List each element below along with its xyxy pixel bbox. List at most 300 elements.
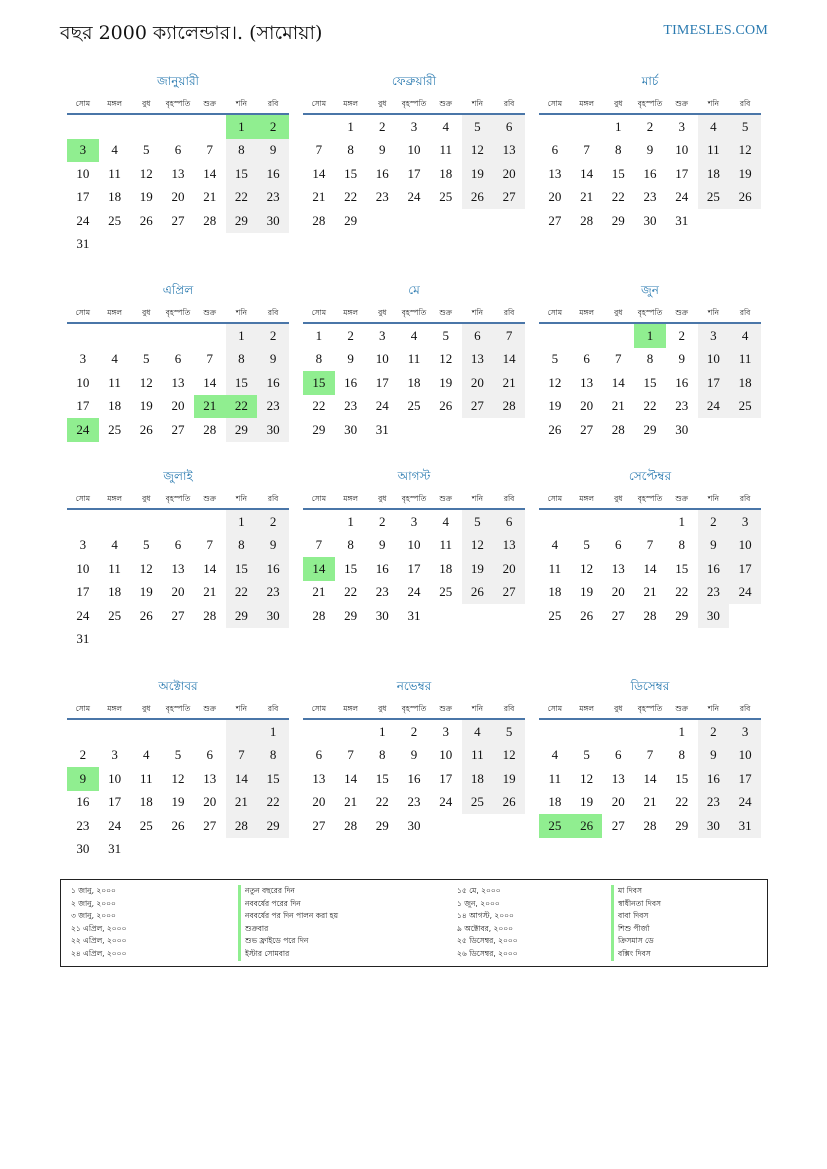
day-cell: 7: [347, 747, 354, 763]
day-cell: 2: [257, 115, 289, 139]
day-cell: 10: [698, 348, 730, 372]
day-cell: 23: [375, 189, 389, 205]
weekday-label: রবি: [267, 704, 279, 713]
weekday-label: বৃহস্পতি: [401, 494, 427, 503]
empty-day-cell: [602, 720, 634, 744]
day-cell: 17: [675, 165, 689, 181]
day-cell: 7: [206, 537, 213, 553]
day-cell: 6: [583, 351, 590, 367]
day-cell: 2: [379, 513, 386, 529]
day-cell: 18: [407, 374, 421, 390]
weekday-label: শনি: [707, 494, 719, 503]
day-cell: 24: [108, 817, 122, 833]
month-calendar: [303, 467, 525, 628]
holiday-list: [60, 879, 768, 967]
day-cell: 22: [257, 791, 289, 815]
weekday-label: মঙ্গল: [107, 704, 122, 713]
holiday-name: শুক্রবার: [238, 923, 338, 936]
day-cell: 15: [375, 770, 389, 786]
day-cell: 29: [312, 421, 326, 437]
holiday-date: ১৫ মে, ২০০০: [457, 886, 501, 895]
day-cell: 30: [407, 817, 421, 833]
day-cell: 6: [206, 747, 213, 763]
day-cell: 3: [410, 118, 418, 134]
day-cell: 8: [678, 537, 685, 553]
day-cell: 27: [462, 395, 494, 419]
day-cell: 28: [203, 607, 217, 623]
day-cell: 9: [678, 351, 685, 367]
holiday-name: নববর্ষের পর দিন পালন করা হয়: [238, 910, 338, 923]
day-cell: 25: [108, 212, 122, 228]
day-cell: 11: [439, 142, 452, 158]
holiday-name: বক্সিং দিবস: [611, 948, 661, 961]
day-cell: 19: [139, 584, 153, 600]
day-cell: 17: [76, 189, 90, 205]
day-cell: 22: [611, 189, 625, 205]
day-cell: 27: [611, 817, 625, 833]
weekday-label: শনি: [707, 704, 719, 713]
day-cell: 3: [67, 139, 99, 163]
day-cell: 10: [729, 744, 761, 768]
day-cell: 4: [462, 720, 494, 744]
day-cell: 26: [139, 421, 153, 437]
day-cell: 25: [462, 791, 494, 815]
day-cell: 28: [312, 212, 326, 228]
empty-day-cell: [430, 814, 462, 838]
day-cell: 10: [407, 537, 421, 553]
weekday-label: বৃহস্পতি: [637, 308, 663, 317]
empty-day-cell: [539, 720, 571, 744]
day-cell: 11: [698, 139, 730, 163]
day-cell: 15: [611, 165, 625, 181]
day-cell: 12: [462, 139, 494, 163]
weekday-label: রবি: [503, 99, 515, 108]
day-cell: 20: [548, 189, 562, 205]
day-cell: 18: [108, 189, 122, 205]
day-cell: 29: [226, 418, 258, 442]
day-cell: 14: [344, 770, 358, 786]
day-cell: 31: [108, 841, 122, 857]
day-cell: 30: [675, 421, 689, 437]
empty-day-cell: [539, 510, 571, 534]
day-cell: 13: [171, 374, 185, 390]
day-cell: 22: [643, 398, 657, 414]
month-calendar: [539, 467, 761, 628]
days-grid: [303, 720, 525, 838]
holiday-dates-right: [457, 885, 518, 961]
day-cell: 20: [171, 584, 185, 600]
weekday-label: সোম: [547, 99, 563, 108]
empty-day-cell: [303, 720, 335, 744]
day-cell: 21: [203, 189, 217, 205]
empty-day-cell: [729, 209, 761, 233]
day-cell: 14: [303, 557, 335, 581]
day-cell: 28: [312, 607, 326, 623]
day-cell: 31: [407, 607, 421, 623]
day-cell: 29: [344, 607, 358, 623]
day-cell: 9: [379, 142, 386, 158]
day-cell: 5: [174, 747, 182, 763]
day-cell: 2: [698, 510, 730, 534]
day-cell: 24: [439, 794, 453, 810]
weekday-label: শনি: [235, 494, 247, 503]
day-cell: 11: [108, 165, 121, 181]
empty-day-cell: [493, 418, 525, 442]
weekday-header: [303, 490, 525, 510]
day-cell: 24: [729, 791, 761, 815]
holiday-date: ১ জুন, ২০০০: [457, 898, 500, 908]
day-cell: 26: [139, 212, 153, 228]
weekday-label: বুধ: [142, 99, 151, 108]
day-cell: 13: [580, 374, 594, 390]
holiday-name: মা দিবস: [611, 885, 661, 898]
weekday-label: বৃহস্পতি: [165, 704, 191, 713]
day-cell: 5: [143, 142, 150, 158]
day-cell: 7: [315, 142, 323, 158]
day-cell: 29: [643, 421, 657, 437]
days-grid: [539, 324, 761, 442]
weekday-label: সোম: [547, 308, 563, 317]
weekday-label: সোম: [311, 704, 327, 713]
days-grid: [67, 720, 289, 861]
month-title: ডিসেম্বর: [630, 679, 670, 693]
day-cell: 6: [551, 142, 559, 158]
day-cell: 2: [678, 327, 685, 343]
day-cell: 15: [226, 162, 258, 186]
day-cell: 4: [111, 351, 118, 367]
day-cell: 13: [611, 770, 625, 786]
day-cell: 28: [611, 421, 625, 437]
day-cell: 19: [139, 398, 153, 414]
holiday-dates-left: [71, 885, 126, 961]
day-cell: 26: [580, 607, 594, 623]
day-cell: 21: [643, 794, 657, 810]
day-cell: 23: [344, 398, 358, 414]
day-cell: 20: [462, 371, 494, 395]
day-cell: 17: [729, 767, 761, 791]
weekday-header: [539, 95, 761, 115]
weekday-label: বৃহস্পতি: [165, 494, 191, 503]
empty-day-cell: [67, 324, 99, 348]
day-cell: 15: [675, 770, 689, 786]
day-cell: 19: [580, 794, 594, 810]
day-cell: 28: [203, 212, 217, 228]
holiday-name: শুভ ফ্রাইডে পরে দিন: [238, 935, 338, 948]
day-cell: 25: [139, 817, 153, 833]
day-cell: 14: [203, 374, 217, 390]
day-cell: 15: [257, 767, 289, 791]
day-cell: 30: [257, 604, 289, 628]
weekday-label: শনি: [471, 704, 483, 713]
day-cell: 13: [462, 348, 494, 372]
day-cell: 8: [315, 351, 323, 367]
day-cell: 14: [611, 374, 625, 390]
empty-day-cell: [226, 628, 258, 652]
month-title: জুন: [641, 283, 659, 297]
day-cell: 8: [678, 747, 685, 763]
day-cell: 16: [375, 560, 389, 576]
empty-day-cell: [462, 418, 494, 442]
day-cell: 16: [375, 165, 389, 181]
day-cell: 25: [108, 421, 122, 437]
day-cell: 6: [174, 537, 182, 553]
day-cell: 24: [76, 212, 90, 228]
day-cell: 16: [76, 794, 90, 810]
weekday-label: বৃহস্পতি: [165, 308, 191, 317]
day-cell: 3: [379, 327, 386, 343]
day-cell: 9: [698, 534, 730, 558]
day-cell: 17: [407, 165, 421, 181]
day-cell: 2: [257, 510, 289, 534]
empty-day-cell: [99, 115, 131, 139]
day-cell: 3: [79, 537, 87, 553]
empty-day-cell: [194, 115, 226, 139]
empty-day-cell: [257, 628, 289, 652]
day-cell: 28: [226, 814, 258, 838]
day-cell: 1: [315, 327, 323, 343]
empty-day-cell: [226, 233, 258, 257]
weekday-header: [67, 490, 289, 510]
empty-day-cell: [430, 209, 462, 233]
day-cell: 31: [729, 814, 761, 838]
day-cell: 16: [257, 162, 289, 186]
empty-day-cell: [257, 233, 289, 257]
day-cell: 22: [226, 186, 258, 210]
day-cell: 1: [634, 324, 666, 348]
month-calendar: [67, 281, 289, 442]
day-cell: 21: [493, 371, 525, 395]
day-cell: 12: [580, 770, 594, 786]
weekday-label: সোম: [75, 308, 91, 317]
empty-day-cell: [729, 604, 761, 628]
day-cell: 11: [729, 348, 761, 372]
site-link[interactable]: TIMESLES.COM: [663, 23, 768, 38]
empty-day-cell: [571, 510, 603, 534]
empty-day-cell: [493, 209, 525, 233]
weekday-header: [539, 304, 761, 324]
weekday-label: রবি: [503, 494, 515, 503]
day-cell: 1: [226, 115, 258, 139]
weekday-label: বৃহস্পতি: [637, 704, 663, 713]
weekday-header: [539, 700, 761, 720]
day-cell: 23: [257, 395, 289, 419]
empty-day-cell: [162, 720, 194, 744]
day-cell: 15: [344, 560, 358, 576]
day-cell: 22: [312, 398, 326, 414]
day-cell: 8: [257, 744, 289, 768]
day-cell: 23: [375, 584, 389, 600]
day-cell: 16: [407, 770, 421, 786]
day-cell: 21: [194, 395, 226, 419]
day-cell: 5: [583, 747, 590, 763]
day-cell: 30: [76, 841, 90, 857]
day-cell: 4: [143, 747, 150, 763]
days-grid: [303, 324, 525, 442]
empty-day-cell: [571, 720, 603, 744]
weekday-label: সোম: [75, 704, 91, 713]
day-cell: 17: [76, 398, 90, 414]
day-cell: 27: [611, 607, 625, 623]
day-cell: 10: [375, 351, 389, 367]
day-cell: 30: [698, 604, 730, 628]
day-cell: 17: [698, 371, 730, 395]
day-cell: 31: [76, 631, 90, 647]
day-cell: 24: [407, 584, 421, 600]
empty-day-cell: [194, 720, 226, 744]
empty-day-cell: [462, 814, 494, 838]
empty-day-cell: [99, 720, 131, 744]
day-cell: 17: [375, 374, 389, 390]
weekday-label: বুধ: [378, 308, 387, 317]
holiday-name: ইস্টার সোমবার: [238, 948, 338, 961]
day-cell: 19: [462, 557, 494, 581]
weekday-label: শুক্র: [203, 494, 217, 503]
days-grid: [67, 115, 289, 256]
day-cell: 12: [580, 560, 594, 576]
holiday-date: ৯ অক্টোবর, ২০০০: [457, 923, 514, 933]
day-cell: 25: [439, 584, 453, 600]
day-cell: 15: [675, 560, 689, 576]
day-cell: 16: [643, 165, 657, 181]
day-cell: 25: [407, 398, 421, 414]
weekday-header: [539, 490, 761, 510]
days-grid: [539, 720, 761, 838]
month-title: আগস্ট: [397, 469, 431, 483]
day-cell: 24: [76, 607, 90, 623]
day-cell: 12: [548, 374, 562, 390]
weekday-label: শনি: [235, 99, 247, 108]
day-cell: 11: [548, 560, 562, 576]
empty-day-cell: [729, 418, 761, 442]
month-title: জুলাই: [163, 469, 193, 483]
day-cell: 20: [171, 398, 185, 414]
weekday-label: শুক্র: [203, 99, 217, 108]
day-cell: 4: [442, 118, 449, 134]
day-cell: 26: [171, 817, 185, 833]
empty-day-cell: [99, 324, 131, 348]
day-cell: 14: [203, 165, 217, 181]
empty-day-cell: [226, 720, 258, 744]
day-cell: 27: [548, 212, 562, 228]
day-cell: 6: [493, 510, 525, 534]
weekday-label: সোম: [311, 308, 327, 317]
day-cell: 17: [439, 770, 453, 786]
weekday-label: বৃহস্পতি: [637, 99, 663, 108]
day-cell: 23: [698, 791, 730, 815]
day-cell: 13: [611, 560, 625, 576]
days-grid: [539, 510, 761, 628]
weekday-label: শনি: [235, 704, 247, 713]
holiday-name: বাবা দিবস: [611, 910, 661, 923]
weekday-label: বুধ: [378, 494, 387, 503]
day-cell: 12: [729, 139, 761, 163]
weekday-label: শুক্র: [439, 704, 453, 713]
month-calendar: [303, 677, 525, 838]
day-cell: 25: [548, 607, 562, 623]
day-cell: 8: [347, 537, 354, 553]
day-cell: 21: [643, 584, 657, 600]
day-cell: 2: [646, 118, 654, 134]
day-cell: 22: [344, 189, 358, 205]
empty-day-cell: [602, 324, 634, 348]
day-cell: 22: [226, 395, 258, 419]
day-cell: 26: [139, 607, 153, 623]
empty-day-cell: [257, 838, 289, 862]
day-cell: 6: [462, 324, 494, 348]
day-cell: 27: [171, 212, 185, 228]
day-cell: 5: [583, 537, 590, 553]
weekday-label: মঙ্গল: [107, 494, 122, 503]
day-cell: 1: [257, 720, 289, 744]
day-cell: 2: [379, 118, 386, 134]
weekday-label: সোম: [311, 494, 327, 503]
day-cell: 4: [551, 537, 559, 553]
day-cell: 10: [675, 142, 689, 158]
empty-day-cell: [602, 510, 634, 534]
day-cell: 7: [493, 324, 525, 348]
weekday-label: বৃহস্পতি: [401, 308, 427, 317]
day-cell: 2: [410, 723, 418, 739]
day-cell: 24: [375, 398, 389, 414]
day-cell: 13: [548, 165, 562, 181]
day-cell: 27: [493, 581, 525, 605]
day-cell: 26: [462, 581, 494, 605]
day-cell: 22: [675, 794, 689, 810]
day-cell: 26: [729, 186, 761, 210]
day-cell: 31: [675, 212, 689, 228]
day-cell: 4: [551, 747, 559, 763]
weekday-label: শুক্র: [675, 704, 689, 713]
day-cell: 18: [548, 584, 562, 600]
day-cell: 20: [493, 162, 525, 186]
day-cell: 20: [203, 794, 217, 810]
holiday-name: শিশু পীর্জা: [611, 923, 661, 936]
month-calendar: [539, 72, 761, 233]
day-cell: 26: [493, 791, 525, 815]
day-cell: 23: [675, 398, 689, 414]
weekday-label: সোম: [311, 99, 327, 108]
day-cell: 10: [76, 165, 90, 181]
weekday-label: রবি: [503, 308, 515, 317]
weekday-label: বৃহস্পতি: [165, 99, 191, 108]
day-cell: 26: [439, 398, 453, 414]
day-cell: 16: [257, 557, 289, 581]
day-cell: 21: [611, 398, 625, 414]
weekday-label: বুধ: [614, 494, 623, 503]
weekday-label: সোম: [547, 704, 563, 713]
empty-day-cell: [698, 418, 730, 442]
day-cell: 8: [226, 139, 258, 163]
weekday-label: রবি: [267, 308, 279, 317]
day-cell: 20: [611, 584, 625, 600]
day-cell: 22: [375, 794, 389, 810]
day-cell: 19: [580, 584, 594, 600]
day-cell: 6: [615, 537, 622, 553]
month-calendar: [303, 72, 525, 233]
weekday-header: [303, 95, 525, 115]
empty-day-cell: [194, 838, 226, 862]
day-cell: 7: [315, 537, 323, 553]
empty-day-cell: [130, 510, 162, 534]
weekday-label: বুধ: [614, 308, 623, 317]
weekday-label: শুক্র: [675, 308, 689, 317]
day-cell: 24: [407, 189, 421, 205]
weekday-label: বৃহস্পতি: [637, 494, 663, 503]
empty-day-cell: [162, 510, 194, 534]
empty-day-cell: [162, 838, 194, 862]
weekday-label: শুক্র: [203, 704, 217, 713]
day-cell: 25: [698, 186, 730, 210]
